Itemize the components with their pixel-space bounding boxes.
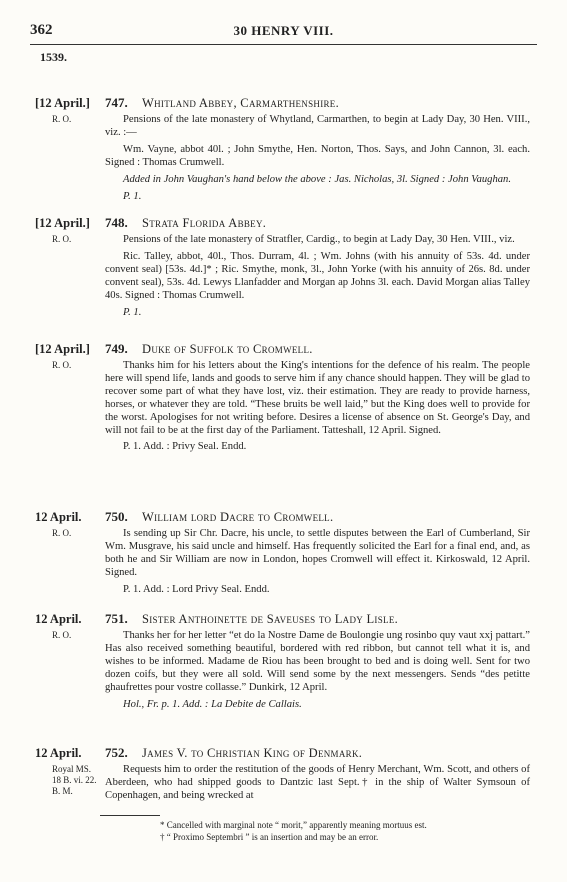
entry-number: 749.	[105, 341, 128, 356]
entry-body	[105, 234, 530, 323]
paragraph: Thanks him for his letters about the King's intentions for the defence of his realm. The people here will spend life, lands and goods to serve him if any chance should happen. They will be glad to recover some part of what they have lost, viz. their estimation. They are ready to provide harness, horses, or whatever they are told. “These bruits be well laid,” but the King does well to provide for the worst. Apologises for not writing before. Desires a license of absence on St. George's Day, and will not fail to be at the first day of the Parliament. Tatteshall, 12 April. Signed.	[105, 360, 530, 436]
entry-source: R. O.	[52, 114, 72, 124]
entry-date: 12 April.	[35, 510, 82, 524]
entry-body	[105, 764, 530, 807]
entry-source: Royal MS. 18 B. vi. 22. B. M.	[52, 764, 97, 796]
entry-number: 752.	[105, 745, 128, 760]
running-title: 30 HENRY VIII.	[233, 23, 334, 38]
page-header	[30, 22, 537, 40]
paragraph: Pensions of the late monastery of Stratfler, Cardig., to begin at Lady Day, 30 Hen. VIII., viz.	[123, 234, 515, 245]
entry-title: Whitland Abbey, Carmarthenshire.	[142, 96, 340, 110]
entry-body	[105, 630, 530, 715]
paragraph: P. 1.	[123, 306, 142, 318]
entry-date: [12 April.]	[35, 96, 90, 110]
entry-title: Strata Florida Abbey.	[142, 216, 267, 230]
entry-source: R. O.	[52, 234, 72, 244]
entry-title: Duke of Suffolk to Cromwell.	[142, 342, 313, 356]
footnote: † “ Proximo Septembri ” is an insertion and may be an error.	[160, 832, 379, 842]
entry-date: 12 April.	[35, 746, 82, 760]
entry-title: Sister Anthoinette de Saveuses to Lady Lisle.	[142, 612, 399, 626]
entry-number: 748.	[105, 215, 128, 230]
paragraph: Ric. Talley, abbot, 40l., Thos. Durram, 4l. ; Wm. Johns (with his annuity of 53s. 4d. under convent seal) [53s. 4d.]* ; Ric. Smythe, monk, 3l., John Yorke (with his annuity of 26s. 8d. under convent seal), 53s. 4d. Lewys Llanfadder and Morgan ap Johns 3l. each. David Morgan alias Talley 40s. Signed : Thomas Crumwell.	[105, 250, 530, 301]
entry-body	[105, 114, 530, 207]
entry-title: James V. to Christian King of Denmark.	[142, 746, 363, 760]
entry-body	[105, 528, 530, 601]
footnote-rule	[100, 815, 160, 816]
paragraph: Requests him to order the restitution of the goods of Henry Merchant, Wm. Scott, and others of Aberdeen, who had shipped goods to Dantzic last Sept.† in the ship of Walter Symsoun of Copenhagen, and being wrecked at	[105, 764, 530, 801]
entry-number: 750.	[105, 509, 128, 524]
entry-date: [12 April.]	[35, 342, 90, 356]
paragraph: Added in John Vaughan's hand below the above : Jas. Nicholas, 3l. Signed : John Vaughan.	[123, 173, 511, 185]
paragraph: Hol., Fr. p. 1. Add. : La Debite de Callais.	[123, 698, 302, 710]
footnote: * Cancelled with marginal note “ morit,” apparently meaning mortuus est.	[160, 820, 427, 830]
paragraph: P. 1.	[123, 190, 142, 202]
page-number: 362	[30, 22, 53, 38]
entry-number: 751.	[105, 611, 128, 626]
entry-date: [12 April.]	[35, 216, 90, 230]
entry-source: R. O.	[52, 360, 72, 370]
entry-source: R. O.	[52, 528, 72, 538]
paragraph: P. 1. Add. : Lord Privy Seal. Endd.	[123, 583, 270, 595]
entry-date: 12 April.	[35, 612, 82, 626]
entry-source: R. O.	[52, 630, 72, 640]
entry-title: William lord Dacre to Cromwell.	[142, 510, 334, 524]
entry-number: 747.	[105, 95, 128, 110]
entry-body	[105, 360, 530, 458]
paragraph: Pensions of the late monastery of Whytland, Carmarthen, to begin at Lady Day, 30 Hen. VIII., viz. :—	[105, 114, 530, 138]
paragraph: Wm. Vayne, abbot 40l. ; John Smythe, Hen. Norton, Thos. Says, and John Cannon, 3l. each. Signed : Thomas Crumwell.	[105, 143, 530, 168]
header-rule	[30, 44, 537, 45]
paragraph: Thanks her for her letter “et do la Nostre Dame de Boulongie ung rosinbo quy vaut xxj pattart.” Has also received something beautiful, bordered with red ribbon, but cannot tell what it is, and wishes to be informed. Madame de Riou has been brought to bed and is doing well. Sent for two dozen coifs, but they were all sold. Will send some by the next messengers. Sends “des petitte ghaufrettes pour vostre collasse.” Dunkirk, 12 April.	[105, 630, 530, 693]
year-heading: 1539.	[40, 50, 67, 64]
paragraph: P. 1. Add. : Privy Seal. Endd.	[123, 441, 247, 453]
paragraph: Is sending up Sir Chr. Dacre, his uncle, to settle disputes between the Earl of Cumberland, Sir Wm. Musgrave, his said uncle and himself. Has frequently solicited the Earl for a final end, and, as both he and Sir William are now in London, hopes Cromwell will effect it. Kirkoswald, 12 April. Signed.	[105, 528, 530, 578]
